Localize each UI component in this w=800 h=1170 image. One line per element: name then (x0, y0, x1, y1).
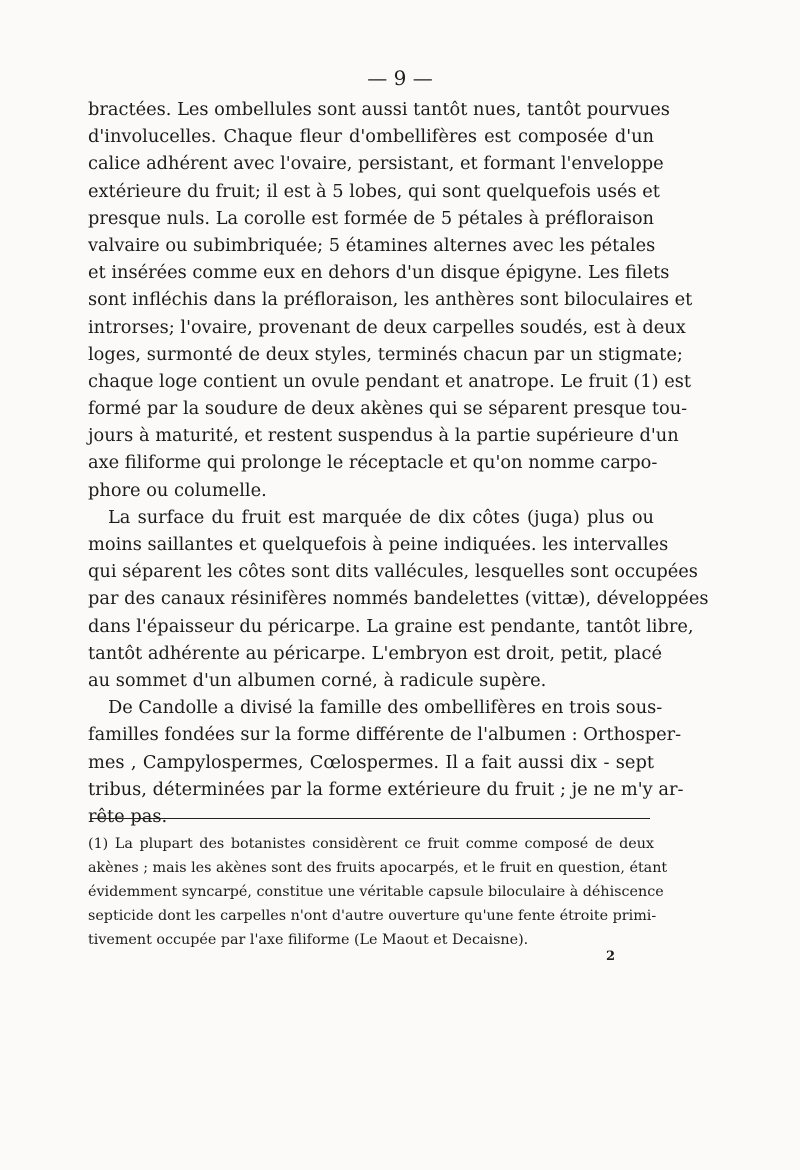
text-line: valvaire ou subimbriquée; 5 étamines alternes avec les pétales (88, 234, 656, 256)
footnote (88, 832, 668, 952)
text-line: introrses; l'ovaire, provenant de deux carpelles soudés, est à deux (88, 316, 686, 338)
text-line: au sommet d'un albumen corné, à radicule supère. (88, 669, 547, 691)
footnote-line: évidemment syncarpé, constitue une véritable capsule biloculaire à déhiscence (88, 884, 664, 900)
text-line: chaque loge contient un ovule pendant et anatrope. Le fruit (1) est (88, 370, 692, 392)
text-line: mes , Campylospermes, Cœlospermes. Il a fait aussi dix - sept (88, 751, 654, 773)
text-line: jours à maturité, et restent suspendus à la partie supérieure d'un (88, 425, 679, 447)
signature-mark: 2 (606, 949, 616, 964)
text-line: et insérées comme eux en dehors d'un disque épigyne. Les filets (88, 262, 670, 284)
footnote-line: (1) La plupart des botanistes considèrent ce fruit comme composé de deux (88, 836, 654, 852)
text-line: bractées. Les ombellules sont aussi tantôt nues, tantôt pourvues (88, 99, 670, 120)
text-line: sont infléchis dans la préfloraison, les anthères sont biloculaires et (88, 289, 693, 311)
text-line: phore ou columelle. (88, 479, 267, 501)
page-number: — 9 — (367, 66, 433, 90)
text-line: loges, surmonté de deux styles, terminés chacun par un stigmate; (88, 343, 683, 365)
text-line: qui séparent les côtes sont dits vallécules, lesquelles sont occupées (88, 561, 698, 583)
text-line: dans l'épaisseur du péricarpe. La graine est pendante, tantôt libre, (88, 615, 694, 637)
text-line: La surface du fruit est marquée de dix côtes (juga) plus ou (108, 506, 654, 528)
text-line: De Candolle a divisé la famille des ombellifères en trois sous- (108, 697, 663, 719)
footnote-line: tivement occupée par l'axe filiforme (Le Maout et Decaisne). (88, 932, 529, 948)
footnote-line: septicide dont les carpelles n'ont d'autre ouverture qu'une fente étroite primi- (88, 908, 657, 924)
main-text (88, 96, 709, 830)
text-line: d'involucelles. Chaque fleur d'ombellifères est composée d'un (88, 126, 654, 148)
text-line: rête pas. (88, 805, 168, 827)
text-line: calice adhérent avec l'ovaire, persistant, et formant l'enveloppe (88, 153, 664, 175)
text-line: tantôt adhérente au péricarpe. L'embryon est droit, petit, placé (88, 642, 662, 664)
text-line: familles fondées sur la forme différente de l'albumen : Orthosper- (88, 724, 682, 746)
text-line: axe filiforme qui prolonge le réceptacle et qu'on nomme carpo- (88, 452, 658, 474)
footnote-divider (90, 818, 650, 819)
text-line: par des canaux résinifères nommés bandelettes (vittæ), développées (88, 588, 709, 610)
footnote-line: akènes ; mais les akènes sont des fruits apocarpés, et le fruit en question, étant (88, 860, 668, 876)
text-line: extérieure du fruit; il est à 5 lobes, qui sont quelquefois usés et (88, 180, 660, 202)
text-line: presque nuls. La corolle est formée de 5 pétales à préfloraison (88, 207, 654, 229)
text-line: formé par la soudure de deux akènes qui se séparent presque tou- (88, 398, 688, 420)
text-line: tribus, déterminées par la forme extérieure du fruit ; je ne m'y ar- (88, 778, 684, 800)
text-line: moins saillantes et quelquefois à peine indiquées. les intervalles (88, 534, 669, 555)
